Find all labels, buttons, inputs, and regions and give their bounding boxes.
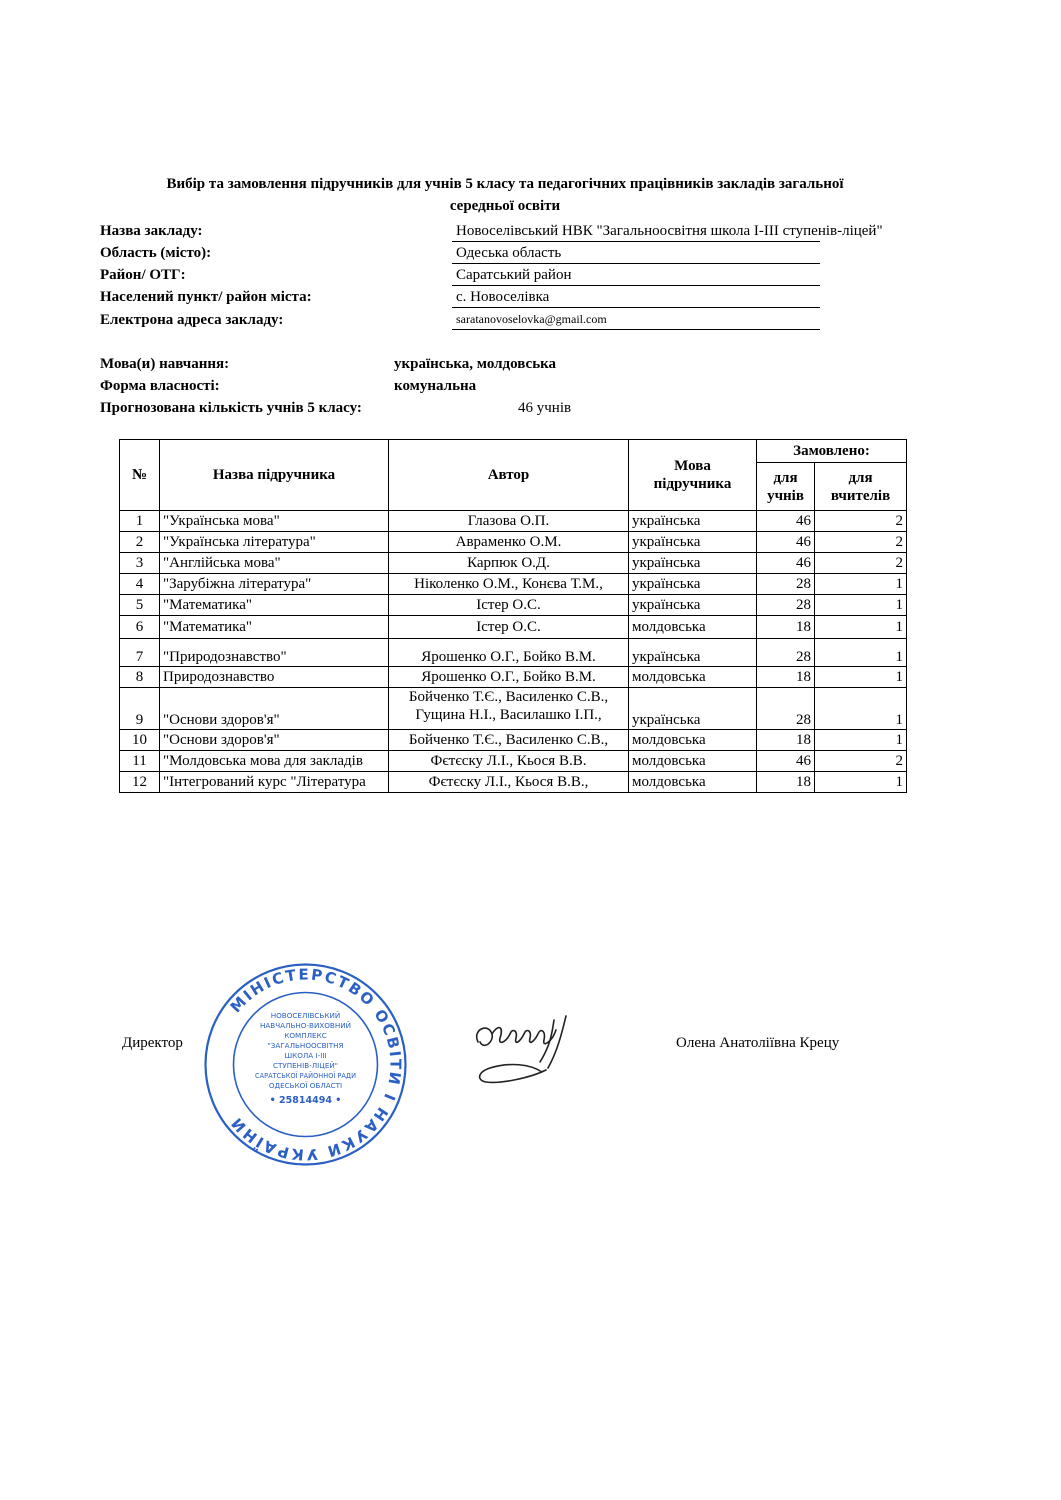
row-title: "Інтегрований курс "Література bbox=[160, 772, 389, 793]
director-label: Директор bbox=[122, 1035, 183, 1051]
row-students: 28 bbox=[757, 574, 815, 595]
row-title: "Математика" bbox=[160, 595, 389, 616]
stamp-line: САРАТСЬКОЇ РАЙОННОЇ РАДИ bbox=[255, 1072, 356, 1080]
signature bbox=[470, 1012, 580, 1092]
row-language: українська bbox=[629, 639, 757, 667]
school-name-value: Новоселівський НВК "Загальноосвітня школа І-ІІІ ступенів-ліцей" bbox=[452, 222, 820, 242]
row-num: 4 bbox=[120, 574, 160, 595]
row-num: 6 bbox=[120, 616, 160, 639]
row-language: українська bbox=[629, 511, 757, 532]
stamp-line: ШКОЛА І-ІІІ bbox=[284, 1051, 327, 1060]
row-author: Авраменко О.М. bbox=[389, 532, 629, 553]
student-count-label: Прогнозована кількість учнів 5 класу: bbox=[100, 400, 362, 416]
email-label: Електрона адреса закладу: bbox=[100, 312, 284, 328]
row-language: молдовська bbox=[629, 616, 757, 639]
row-author: Ярошенко О.Г., Бойко В.М. bbox=[389, 667, 629, 688]
row-language: молдовська bbox=[629, 772, 757, 793]
row-title: "Основи здоров'я" bbox=[160, 688, 389, 730]
settlement-value: с. Новоселівка bbox=[452, 288, 820, 308]
row-language: молдовська bbox=[629, 730, 757, 751]
row-students: 28 bbox=[757, 595, 815, 616]
row-author: Карпюк О.Д. bbox=[389, 553, 629, 574]
row-students: 18 bbox=[757, 772, 815, 793]
row-title: "Природознавство" bbox=[160, 639, 389, 667]
row-students: 28 bbox=[757, 688, 815, 730]
row-language: українська bbox=[629, 574, 757, 595]
row-title: Природознавство bbox=[160, 667, 389, 688]
email-value: saratanovoselovka@gmail.com bbox=[452, 310, 820, 330]
student-count-value: 46 учнів bbox=[518, 400, 572, 416]
row-teachers: 1 bbox=[815, 574, 907, 595]
row-students: 46 bbox=[757, 532, 815, 553]
row-language: молдовська bbox=[629, 751, 757, 772]
stamp-code: • 25814494 • bbox=[269, 1095, 342, 1106]
row-language: українська bbox=[629, 688, 757, 730]
row-title: "Математика" bbox=[160, 616, 389, 639]
row-teachers: 2 bbox=[815, 751, 907, 772]
row-num: 2 bbox=[120, 532, 160, 553]
row-students: 18 bbox=[757, 730, 815, 751]
row-students: 18 bbox=[757, 667, 815, 688]
language-value: українська, молдовська bbox=[394, 356, 557, 372]
table-row bbox=[120, 730, 907, 751]
stamp-outer-text: МІНІСТЕРСТВО ОСВІТИ І НАУКИ УКРАЇНИ bbox=[226, 965, 405, 1164]
row-title: "Основи здоров'я" bbox=[160, 730, 389, 751]
row-num: 11 bbox=[120, 751, 160, 772]
table-row bbox=[120, 574, 907, 595]
row-teachers: 1 bbox=[815, 730, 907, 751]
row-author: Ніколенко О.М., Конєва Т.М., bbox=[389, 574, 629, 595]
header-num: № bbox=[120, 440, 160, 511]
settlement-label: Населений пункт/ район міста: bbox=[100, 289, 312, 305]
row-num: 10 bbox=[120, 730, 160, 751]
table-row bbox=[120, 772, 907, 793]
row-author: Ярошенко О.Г., Бойко В.М. bbox=[389, 639, 629, 667]
header-teachers: для вчителів bbox=[815, 463, 907, 511]
row-language: українська bbox=[629, 553, 757, 574]
row-author-multiline bbox=[389, 688, 629, 730]
header-language: Мова підручника bbox=[629, 440, 757, 511]
table-row bbox=[120, 751, 907, 772]
table-row bbox=[120, 667, 907, 688]
row-author: Фєтєску Л.І., Кьося В.В., bbox=[389, 772, 629, 793]
row-title: "Англійська мова" bbox=[160, 553, 389, 574]
row-teachers: 2 bbox=[815, 553, 907, 574]
row-teachers: 2 bbox=[815, 511, 907, 532]
row-author: Глазова О.П. bbox=[389, 511, 629, 532]
row-author-continued: Гущина Н.І., Василашко І.П., bbox=[415, 707, 602, 723]
row-num: 5 bbox=[120, 595, 160, 616]
table-row bbox=[120, 511, 907, 532]
header-ordered: Замовлено: bbox=[757, 440, 907, 463]
row-teachers: 1 bbox=[815, 616, 907, 639]
document-title bbox=[90, 173, 920, 217]
stamp-line: НОВОСЕЛІВСЬКИЙ bbox=[270, 1011, 341, 1020]
language-label: Мова(и) навчання: bbox=[100, 356, 230, 372]
row-num: 9 bbox=[120, 688, 160, 730]
row-students: 28 bbox=[757, 639, 815, 667]
school-name-label: Назва закладу: bbox=[100, 223, 203, 239]
row-title: "Зарубіжна література" bbox=[160, 574, 389, 595]
title-line-2: середньої освіти bbox=[449, 198, 561, 214]
row-teachers: 2 bbox=[815, 532, 907, 553]
table-row bbox=[120, 616, 907, 639]
row-author: Істер О.С. bbox=[389, 595, 629, 616]
region-label: Область (місто): bbox=[100, 245, 212, 261]
table-row bbox=[120, 639, 907, 667]
row-num: 1 bbox=[120, 511, 160, 532]
row-teachers: 1 bbox=[815, 688, 907, 730]
stamp-line: НАВЧАЛЬНО-ВИХОВНИЙ bbox=[259, 1021, 352, 1030]
ownership-value: комунальна bbox=[394, 378, 477, 394]
stamp-line: "ЗАГАЛЬНООСВІТНЯ bbox=[267, 1041, 344, 1050]
row-students: 46 bbox=[757, 553, 815, 574]
row-language: молдовська bbox=[629, 667, 757, 688]
row-students: 46 bbox=[757, 751, 815, 772]
row-title: "Українська мова" bbox=[160, 511, 389, 532]
table-row bbox=[120, 532, 907, 553]
row-author: Істер О.С. bbox=[389, 616, 629, 639]
ownership-label: Форма власності: bbox=[100, 378, 220, 394]
official-stamp bbox=[203, 962, 408, 1167]
row-title: "Молдовська мова для закладів bbox=[160, 751, 389, 772]
stamp-line: ОДЕСЬКОЇ ОБЛАСТІ bbox=[268, 1081, 343, 1090]
row-students: 46 bbox=[757, 511, 815, 532]
header-author: Автор bbox=[389, 440, 629, 511]
row-num: 12 bbox=[120, 772, 160, 793]
table-row bbox=[120, 688, 907, 730]
row-teachers: 1 bbox=[815, 667, 907, 688]
row-language: українська bbox=[629, 595, 757, 616]
table-row bbox=[120, 595, 907, 616]
row-author: Бойченко Т.Є., Василенко С.В., bbox=[389, 730, 629, 751]
row-language: українська bbox=[629, 532, 757, 553]
row-teachers: 1 bbox=[815, 639, 907, 667]
row-teachers: 1 bbox=[815, 772, 907, 793]
stamp-line: КОМПЛЕКС bbox=[284, 1031, 327, 1040]
director-name: Олена Анатоліївна Крецу bbox=[676, 1035, 840, 1051]
row-students: 18 bbox=[757, 616, 815, 639]
row-num: 7 bbox=[120, 639, 160, 667]
textbook-table bbox=[119, 439, 907, 793]
row-author: Фєтєску Л.І., Кьося В.В. bbox=[389, 751, 629, 772]
row-teachers: 1 bbox=[815, 595, 907, 616]
header-students: для учнів bbox=[757, 463, 815, 511]
title-line-1: Вибір та замовлення підручників для учнів 5 класу та педагогічних працівників закладів загальної bbox=[166, 176, 844, 192]
table-row bbox=[120, 553, 907, 574]
header-title: Назва підручника bbox=[160, 440, 389, 511]
row-author: Бойченко Т.Є., Василенко С.В., bbox=[408, 689, 609, 705]
row-title: "Українська література" bbox=[160, 532, 389, 553]
region-value: Одеська область bbox=[452, 244, 820, 264]
row-num: 8 bbox=[120, 667, 160, 688]
row-num: 3 bbox=[120, 553, 160, 574]
district-value: Саратський район bbox=[452, 266, 820, 286]
district-label: Район/ ОТГ: bbox=[100, 267, 186, 283]
stamp-line: СТУПЕНІВ-ЛІЦЕЙ" bbox=[272, 1061, 339, 1070]
